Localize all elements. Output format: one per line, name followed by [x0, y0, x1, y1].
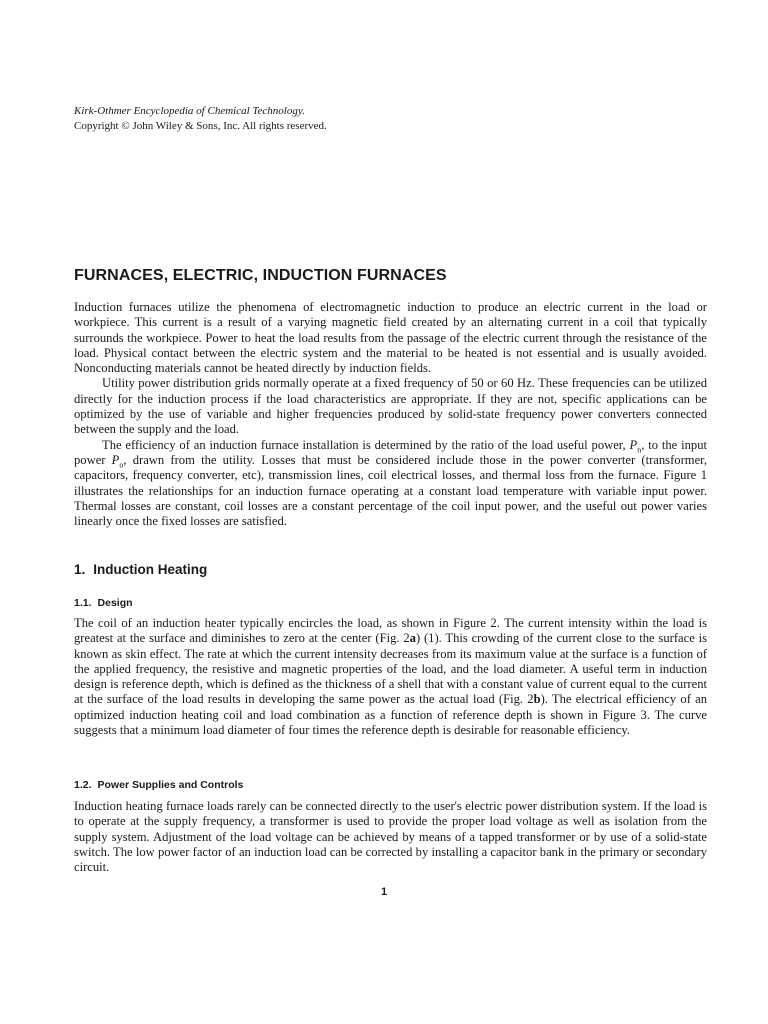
page-header — [74, 104, 327, 134]
intro-paragraph-3 — [74, 438, 707, 530]
paragraph-text: ) (1). This crowding of the current close to the surface is known as skin effect. The rate at which the current intensity decreases from its maximum value at the surface is a function of the applied frequency, the resistive and magnetic properties of the load, and the load diameter. A useful term in induction design is reference depth, which is defined as the thickness of a shell that with a constant value of current equal to the current at the surface of the load results in developing the same power as the actual load (Fig. 2 — [74, 631, 708, 707]
intro-section — [74, 300, 707, 529]
design-paragraph — [74, 616, 707, 738]
symbol-p: P — [629, 437, 638, 452]
power-supplies-paragraph: Induction heating furnace loads rarely can be connected directly to the user's electric power distribution system. If the load is to operate at the supply frequency, a transformer is used to provide the proper load voltage as well as isolation from the supply system. Adjustment of the load voltage can be achieved by means of a tapped transformer or by use of a solid-state switch. The low power factor of an induction load can be corrected by installing a capacitor bank in the primary or secondary circuit. — [74, 799, 707, 875]
figure-ref-b: b — [533, 692, 541, 707]
paragraph-text: The efficiency of an induction furnace installation is determined by the ratio of the load useful power, — [102, 437, 630, 452]
intro-paragraph-2: Utility power distribution grids normally operate at a fixed frequency of 50 or 60 Hz. These frequencies can be utilized directly for the induction process if the load characteristics are appropriate. If they are not, specific applications can be optimized by the use of variable and higher frequencies produced by solid-state frequency power converters connected between the supply and the load. — [74, 376, 707, 437]
page-number: 1 — [380, 886, 388, 898]
symbol-p: P — [111, 452, 120, 467]
subsection-number: 1.1. — [74, 597, 92, 609]
figure-ref-a: a — [409, 631, 416, 646]
article-title: FURNACES, ELECTRIC, INDUCTION FURNACES — [74, 267, 447, 284]
section-heading-induction-heating — [74, 562, 207, 577]
subsection-number: 1.2. — [74, 779, 92, 791]
intro-paragraph-1: Induction furnaces utilize the phenomena of electromagnetic induction to produce an electric current in the load or workpiece. This current is a result of a varying magnetic field created by an alternating current in a coil that typically surrounds the workpiece. Power to heat the load results from the passage of the electric current through the resistance of the load. Physical contact between the electric system and the material to be heated is not essential and is usually avoided. Nonconducting materials cannot be heated directly by induction fields. — [74, 300, 707, 376]
subscript-o: o — [119, 460, 124, 470]
subsection-title: Design — [97, 597, 133, 609]
section-number: 1. — [74, 562, 86, 577]
subsection-title: Power Supplies and Controls — [97, 779, 244, 791]
paragraph-text: ). The electrical efficiency of an optimized induction heating coil and load combination as a function of reference depth is shown in Figure 3. The curve suggests that a minimum load diameter of four times the reference depth is desirable for reasonable efficiency. — [74, 692, 707, 738]
design-section — [74, 616, 707, 738]
paragraph-text: The coil of an induction heater typically encircles the load, as shown in Figure 2. The current intensity within the load is greatest at the surface and diminishes to zero at the center (Fig. 2 — [74, 616, 707, 646]
copyright-notice: Copyright © John Wiley & Sons, Inc. All rights reserved. — [74, 120, 327, 132]
paragraph-text: , to the input power — [74, 437, 707, 467]
paragraph-text: , drawn from the utility. Losses that must be considered include those in the power converter (transformer, capacitors, frequency converter, etc), transmission lines, coil electrical losses, and thermal loss from the furnace. Figure 1 illustrates the relationships for an induction furnace operating at a constant load temperature with variable input power. Thermal losses are constant, coil losses are a constant percentage of the coil input power, and the useful out power varies linearly once the fixed losses are satisfied. — [74, 452, 707, 529]
subscript-n: n — [637, 445, 642, 455]
publication-name: Kirk-Othmer Encyclopedia of Chemical Technology. — [74, 105, 305, 117]
power-supplies-section — [74, 799, 707, 875]
subsection-heading-design — [74, 597, 133, 609]
subsection-heading-power-supplies — [74, 779, 243, 791]
section-title: Induction Heating — [93, 562, 208, 577]
